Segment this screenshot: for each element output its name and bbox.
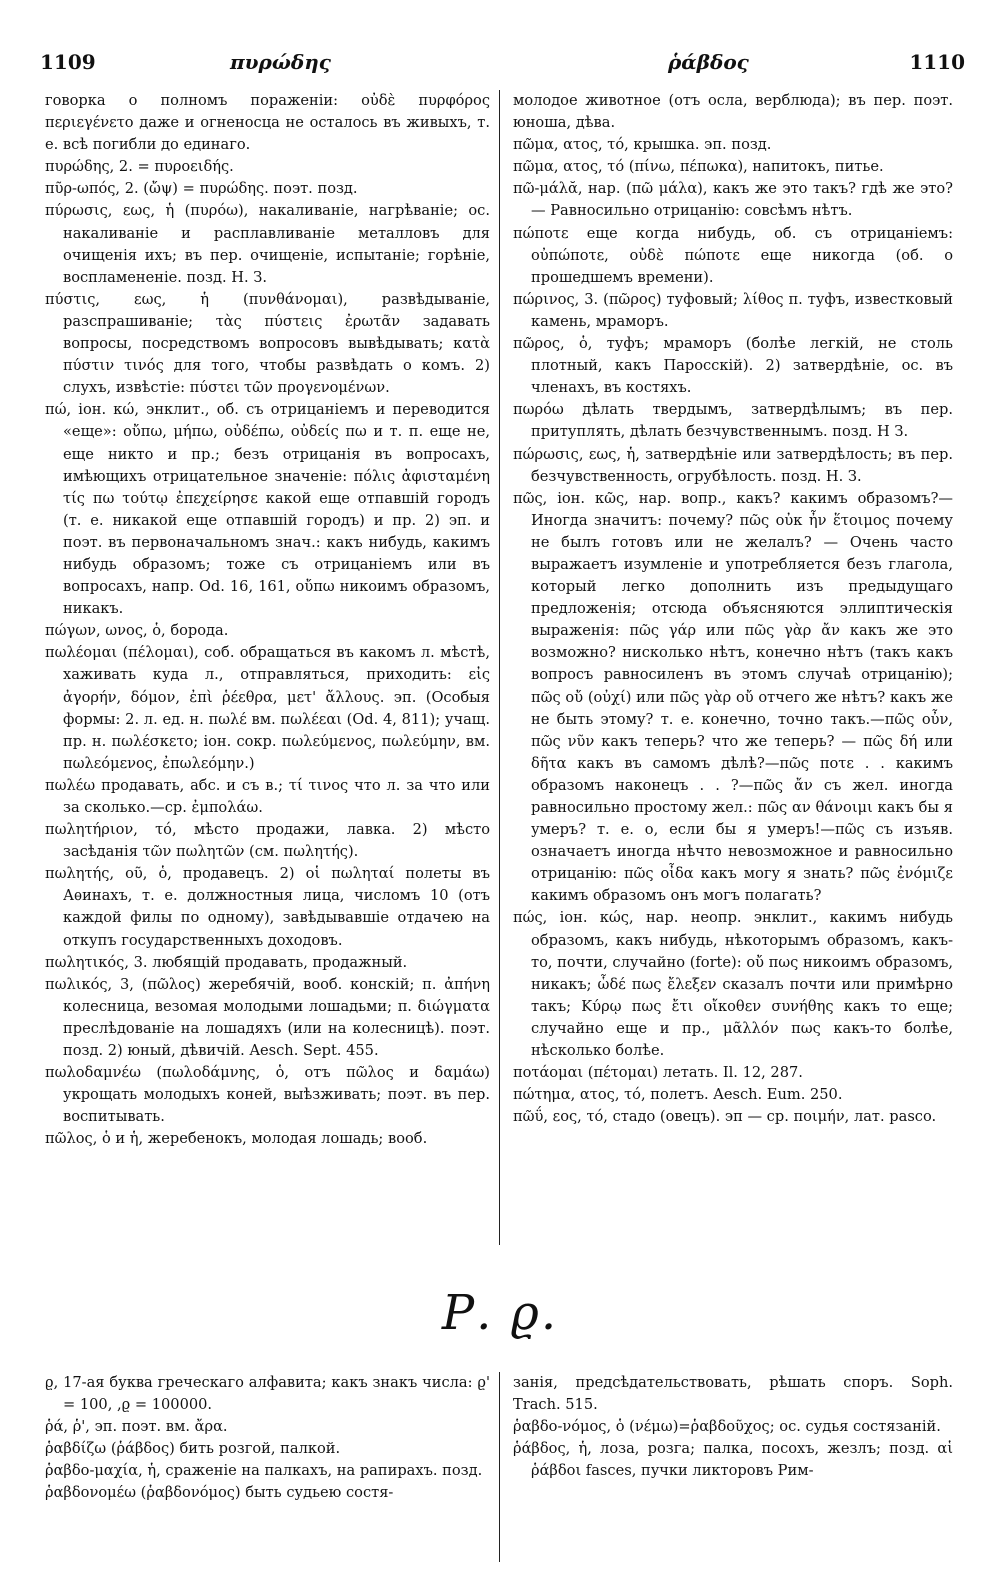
entry-polodamneo: πωλοδαμνέω (πωλοδάμνης, ὁ, отъ πῶλος и δαμάω) укрощать молодыхъ коней, выѣзживать; поэт. въ пер. воспитывать. — [45, 1064, 490, 1126]
entry-rhabdonomos: ῥαβδο-νόμος, ὁ (νέμω)=ῥαβδοῦχος; ос. судья состязаній. — [513, 1418, 941, 1436]
entry-rhabdomachia: ῥαβδο-μαχία, ἡ, сраженіе на палкахъ, на рапирахъ. позд. — [45, 1462, 483, 1480]
entry-poroo: πωρόω дѣлать твердымъ, затвердѣлымъ; въ пер. притуплять, дѣлать безчувственнымъ. позд. Н З. — [513, 401, 953, 441]
column-left — [45, 90, 490, 1151]
entry-rhabdos: ῥάβδος, ἡ, лоза, розга; палка, посохъ, жезлъ; позд. αἱ ῥάβδοι fasces, пучки ликторовъ Рим- — [513, 1440, 953, 1480]
entry-poleo: πωλέω продавать, абс. и съ в.; τί τινος что л. за что или за сколько.—ср. ἐμπολάω. — [45, 776, 490, 816]
entry-text: занія, предсѣдательствовать, рѣшать споръ. Soph. Trach. 515. — [513, 1374, 953, 1414]
entry-rho: ϱ, 17-ая буква греческаго алфавита; какъ знакъ числа: ϱ' = 100, ,ϱ = 100000. — [45, 1374, 490, 1414]
running-head-right: ῥάβδος — [668, 50, 749, 74]
entry-rhabdizo: ῥαβδίζω (ῥάβδος) бить розгой, палкой. — [45, 1440, 341, 1458]
entry-poy: πῶΰ, εος, τό, стадо (овецъ). эп — ср. ποιμήν, лат. pasco. — [513, 1108, 937, 1126]
entry-pyrodes: πυρώδης, 2. = πυροειδής. — [45, 158, 234, 176]
entry-rhabdonomeo: ῥαβδονομέω (ῥαβδονόμος) быть судьею состя- — [45, 1484, 394, 1502]
entry-poros: πῶρος, ὁ, туфъ; мраморъ (болѣе легкій, не столь плотный, какъ Паросскій). 2) затвердѣніе, ос. въ членахъ, въ костяхъ. — [513, 335, 953, 397]
running-head-left: πυρώδης — [230, 50, 331, 74]
entry-poleomai: πωλέομαι (πέλομαι), соб. обращаться въ какомъ л. мѣстѣ, хаживать куда л., отправляться, приходить: εἰς ἀγορήν, δόμον, ἐπὶ ῥέεθρα, μετ' ἄλλους. эп. (Особыя формы: 2. л. ед. н. πωλέ вм. πωλέεαι (Od. 4, 811); учащ. пр. н. πωλέσκετο; іон. сокр. πωλεύμενος, πωλεύμην, вм. πωλεόμενος, ἐπωλεόμην.) — [45, 644, 490, 772]
page-header — [40, 50, 965, 80]
entry-ra: ῥά, ῥ', эп. поэт. вм. ἄρα. — [45, 1418, 228, 1436]
entry-poma-drink: πῶμα, ατος, τό (πίνω, πέπωκα), напитокъ, питье. — [513, 158, 884, 176]
entry-pystis: πύστις, εως, ἡ (πυνθάνομαι), развѣдываніе, разспрашиваніе; τὰς πύστεις ἐρωτᾶν задавать вопросы, посредствомъ вопросовъ вывѣдывать; κατὰ πύστιν τινός для того, чтобы развѣдать о комъ. 2) слухъ, извѣстіе: πύστει τῶν προγενομένων. — [45, 290, 490, 397]
entry-potaomai: ποτάομαι (πέτομαι) летать. Il. 12, 287. — [513, 1064, 803, 1082]
entry-poleterion: πωλητήριον, τό, мѣсто продажи, лавка. 2) мѣсто засѣданія τῶν πωλητῶν (см. πωλητής). — [45, 821, 490, 861]
entry-popote: πώποτε еще когда нибудь, об. съ отрицаніемъ: οὐπώποτε, οὐδὲ πώποτε еще никогда (об. о прошедшемъ времени). — [513, 224, 953, 286]
entry-porinos: πώρινος, 3. (πῶρος) туфовый; λίθος π. туфъ, известковый камень, мраморъ. — [513, 290, 953, 330]
column-divider-top — [499, 90, 500, 1245]
page-number-left: 1109 — [40, 50, 96, 74]
page-number-right: 1110 — [909, 50, 965, 74]
entry-potema: πώτημα, ατος, τό, полетъ. Aesch. Eum. 250. — [513, 1086, 843, 1104]
entry-pos-enclitic: πώς, іон. κώς, нар. неопр. энклит., какимъ нибудь образомъ, какъ нибудь, нѣкоторымъ образомъ, какъ-то, почти, случайно (forte): οὔ πως никоимъ образомъ, никакъ; ὧδέ πως ἔλεξεν сказалъ почти или примѣрно такъ; Κύρῳ πως ἔτι οἴκοθεν συνήθης какъ то еще; случайно еще и пр., μᾶλλόν πως какъ-то болѣе, нѣсколько болѣе. — [513, 909, 953, 1060]
entry-poletikos: πωλητικός, 3. любящій продавать, продажный. — [45, 953, 408, 971]
entry-pyropos: πῦρ-ωπός, 2. (ὤψ) = πυρώδης. поэт. позд. — [45, 180, 358, 198]
entry-po: πώ, іон. κώ, энклит., об. съ отрицаніемъ и переводится «еще»: οὔπω, μήπω, οὐδέπω, οὐδείς πω и т. п. еще не, еще никто и пр.; безъ отрицанія въ вопросахъ, имѣющихъ отрицательное значеніе: πόλις ἀφισταμένη τίς πω τούτῳ ἐπεχείρησε какой еще отпавшій городъ (т. е. никакой еще отпавшій городъ) и пр. 2) эп. и поэт. въ первоначальномъ знач.: какъ нибудь, какимъ нибудь образомъ; тоже съ отрицаніемъ или въ вопросахъ, напр. Od. 16, 161, οὔπω никоимъ образомъ, никакъ. — [45, 401, 490, 618]
section-letter-heading: Ρ. ϱ. — [441, 1285, 559, 1341]
entry-porosis: πώρωσις, εως, ἡ, затвердѣніе или затвердѣлость; въ пер. безчувственность, огрубѣлость. позд. Н. З. — [513, 445, 953, 485]
entry-polikos: πωλικός, 3, (πῶλος) жеребячій, вооб. конскій; π. ἀπήνη колесница, везомая молодыми лошадьми; π. διώγματα преслѣдованіе на лошадяхъ (или на колесницѣ). поэт. позд. 2) юный, дѣвичій. Aesch. Sept. 455. — [45, 975, 490, 1060]
column-bottom-left — [45, 1372, 490, 1505]
entry-poletes: πωλητής, οῦ, ὁ, продавецъ. 2) οἱ πωληταί полеты въ Аѳинахъ, т. е. должностныя лица, числомъ 10 (отъ каждой филы по одному), завѣдывавшіе отдачею на откупъ государственныхъ доходовъ. — [45, 865, 490, 949]
entry-poma-lid: πῶμα, ατος, τό, крышка. эп. позд. — [513, 136, 772, 154]
column-right — [513, 90, 953, 1128]
column-divider-bottom — [499, 1372, 500, 1562]
column-bottom-right — [513, 1372, 953, 1482]
entry-pyrosis: πύρωσις, εως, ἡ (πυρόω), накаливаніе, нагрѣваніе; ос. накаливаніе и расплавливаніе металловъ для очищенія ихъ; въ пер. очищеніе, испытаніе; горѣніе, воспламененіе. позд. Н. З. — [45, 202, 490, 286]
entry-pos-interrogative: πῶς, іон. κῶς, нар. вопр., какъ? какимъ образомъ?—Иногда значитъ: почему? πῶς οὐκ ἦν ἕτοιμος почему не былъ готовъ или не желалъ? — Очень часто выражаетъ изумленіе и употребляется безъ глагола, который легко дополнить изъ предыдущаго предложенія; отсюда объясняются эллиптическія выраженія: πῶς γάρ или πῶς γὰρ ἄν какъ же это возможно? нисколько нѣтъ, конечно нѣтъ (такъ какъ вопросъ равносиленъ въ этомъ случаѣ отрицанію); πῶς οὔ (οὐχί) или πῶς γὰρ οὔ отчего же нѣтъ? какъ же не быть этому? т. е. конечно, точно такъ.—πῶς οὖν, πῶς νῦν какъ теперь? что же теперь? — πῶς δή или δῆτα какъ въ самомъ дѣлѣ?—πῶς ποτε . . какимъ образомъ наконецъ . . ?—πῶς ἄν съ жел. иногда равносильно простому жел.: πῶς αν θάνοιμι какъ бы я умеръ? т. е. о, если бы я умеръ!—πῶς съ изъяв. означаетъ иногда нѣчто невозможное и равносильно отрицанію: πῶς οἶδα какъ могу я знать? πῶς ἐνόμιζε какимъ образомъ онъ могъ полагать? — [513, 489, 953, 905]
entry-text: говорка о полномъ пораженіи: οὐδὲ πυρφόρος περιεγένετο даже и огненосца не осталось въ живыхъ, т. е. всѣ погибли до единаго. — [45, 92, 490, 154]
entry-pomala: πῶ-μάλᾰ, нар. (πῶ μάλα), какъ же это такъ? гдѣ же это? — Равносильно отрицанію: совсѣмъ нѣтъ. — [513, 180, 953, 220]
entry-text: молодое животное (отъ осла, верблюда); въ пер. поэт. юноша, дѣва. — [513, 92, 953, 132]
entry-pogon: πώγων, ωνος, ὁ, борода. — [45, 622, 229, 640]
entry-polos: πῶλος, ὁ и ἡ, жеребенокъ, молодая лошадь; вооб. — [45, 1130, 428, 1148]
